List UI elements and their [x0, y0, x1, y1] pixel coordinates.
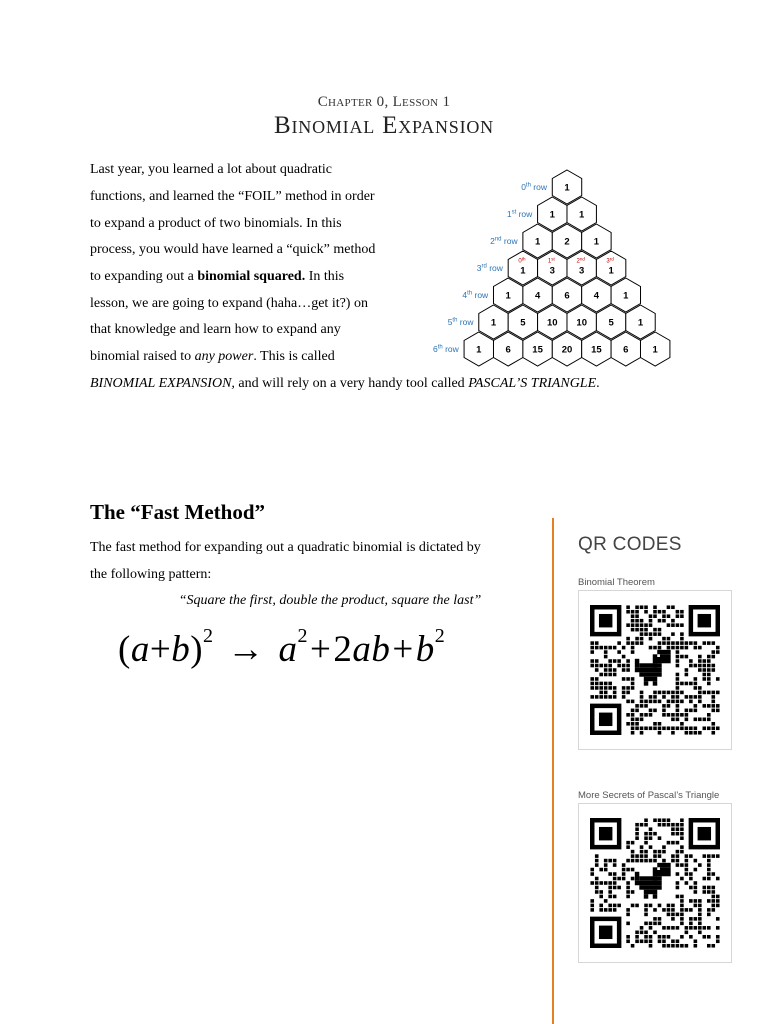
intro-text-segment: that knowledge and learn how to expand any: [90, 322, 341, 337]
intro-text-segment: and will rely on a very handy tool called: [234, 376, 469, 391]
row-label: 1st row: [506, 209, 533, 219]
row3-ordinal-label: 1st: [547, 256, 555, 265]
formula-b: b: [171, 629, 191, 670]
formula-arrow: →: [227, 629, 265, 670]
chapter-label: Chapter 0, Lesson 1: [317, 94, 451, 110]
intro-line: [90, 321, 341, 339]
triangle-cell-value: 1: [505, 290, 511, 302]
intro-text-segment: In this: [305, 269, 345, 284]
pascals-triangle-diagram: [420, 166, 680, 370]
intro-text-segment: to expand a product of two binomials. In this: [90, 216, 342, 231]
qr-caption-pascals-secrets: More Secrets of Pascal’s Triangle: [578, 790, 720, 801]
intro-text-segment: PASCAL’S TRIANGLE: [468, 376, 597, 391]
fast-method-quote: “Square the first, double the product, square the last”: [178, 593, 482, 608]
intro-text-segment: process, you would have learned a “quick” method: [90, 242, 376, 257]
row-label: 0th row: [521, 182, 547, 192]
intro-text-segment: to expanding out a: [90, 269, 198, 284]
formula-rhs-plus-2: +: [392, 629, 414, 670]
triangle-cell-value: 1: [652, 344, 658, 356]
intro-line: [90, 188, 375, 206]
triangle-cell-value: 1: [637, 317, 644, 329]
intro-line: [90, 161, 332, 179]
row3-ordinal-label: 0th: [518, 256, 526, 265]
intro-text-segment: functions, and learned the “FOIL” method in order: [90, 189, 375, 204]
row3-ordinal-label: 3rd: [606, 256, 614, 265]
row-label: 6th row: [432, 344, 459, 354]
triangle-cell-value: 3: [579, 265, 585, 277]
intro-line: [90, 348, 335, 366]
intro-text-segment: . This is called: [253, 349, 335, 364]
triangle-cell-value: 1: [623, 290, 629, 302]
intro-text-segment: lesson, we are going to expand (haha…get it?) on: [90, 296, 368, 311]
triangle-cell-value: 6: [564, 290, 570, 302]
intro-line: [90, 268, 344, 286]
qr-code-pascals-secrets[interactable]: [578, 803, 732, 963]
triangle-cell-value: 10: [576, 317, 587, 329]
formula-plus: +: [149, 629, 172, 670]
intro-text-segment: binomial squared.: [197, 269, 306, 284]
triangle-cell-value: 4: [593, 290, 600, 302]
row-label: 4th row: [462, 290, 489, 300]
intro-text-segment: .: [596, 376, 600, 391]
qr-code-icon: [590, 605, 720, 735]
intro-text-segment: BINOMIAL EXPANSION,: [90, 376, 235, 391]
intro-text-segment: any power: [194, 349, 254, 364]
qr-code-icon: [590, 818, 720, 948]
triangle-cell-value: 6: [623, 344, 629, 356]
fast-method-text-line-2: the following pattern:: [90, 567, 212, 582]
triangle-cell-value: 15: [532, 344, 543, 356]
triangle-cell-value: 6: [505, 344, 511, 356]
intro-line: [90, 295, 368, 313]
binomial-square-formula: [118, 625, 446, 671]
triangle-cell-value: 4: [534, 290, 541, 302]
triangle-cell-value: 1: [490, 317, 497, 329]
triangle-cell-value: 2: [564, 236, 570, 248]
row-label: 2nd row: [490, 236, 518, 246]
section-heading-fast-method: The “Fast Method”: [90, 500, 265, 524]
formula-a: a: [130, 629, 150, 670]
triangle-cell-value: 1: [520, 265, 526, 277]
triangle-cell-value: 20: [561, 344, 573, 356]
qr-caption-binomial-theorem: Binomial Theorem: [578, 577, 655, 588]
page-title: Binomial Expansion: [274, 112, 494, 139]
intro-text-segment: Last year, you learned a lot about quadratic: [90, 162, 333, 177]
triangle-cell-value: 10: [547, 317, 558, 329]
dinosaur-icon: [635, 650, 671, 686]
triangle-cell-value: 1: [593, 236, 600, 248]
row-label: 5th row: [447, 317, 474, 327]
intro-text-segment: binomial raised to: [90, 349, 195, 364]
formula-rhs-ab: ab: [352, 629, 391, 670]
triangle-cell-value: 1: [564, 182, 570, 194]
fast-method-text-line-1: The fast method for expanding out a quadratic binomial is dictated by: [90, 540, 481, 555]
formula-rhs-b-exp: 2: [434, 625, 446, 647]
triangle-cell-value: 5: [608, 317, 614, 329]
formula-exponent: 2: [203, 625, 214, 647]
sidebar-divider: [552, 518, 554, 1024]
triangle-cell-value: 3: [549, 265, 555, 277]
formula-rhs-a: a: [278, 629, 298, 670]
formula-rhs-b: b: [415, 629, 435, 670]
formula-rhs-a-exp: 2: [297, 625, 309, 647]
triangle-cell-value: 1: [549, 209, 555, 221]
intro-line: [90, 215, 342, 233]
dinosaur-icon: [635, 863, 671, 899]
qr-code-binomial-theorem[interactable]: [578, 590, 732, 750]
intro-line: [90, 241, 375, 259]
triangle-cell-value: 1: [476, 344, 482, 356]
row-label: 3rd row: [476, 263, 503, 273]
triangle-cell-value: 1: [579, 209, 585, 221]
triangle-cell-value: 1: [534, 236, 541, 248]
formula-paren-open: (: [118, 629, 131, 670]
formula-rhs-2: 2: [333, 629, 353, 670]
formula-rhs-plus-1: +: [310, 629, 332, 670]
row3-ordinal-label: 2nd: [576, 256, 585, 265]
intro-line: [90, 375, 600, 393]
triangle-cell-value: 5: [520, 317, 526, 329]
triangle-cell-value: 1: [608, 265, 614, 277]
formula-paren-close: ): [190, 629, 204, 670]
triangle-cell-value: 15: [591, 344, 602, 356]
qr-codes-heading: QR CODES: [578, 534, 682, 555]
